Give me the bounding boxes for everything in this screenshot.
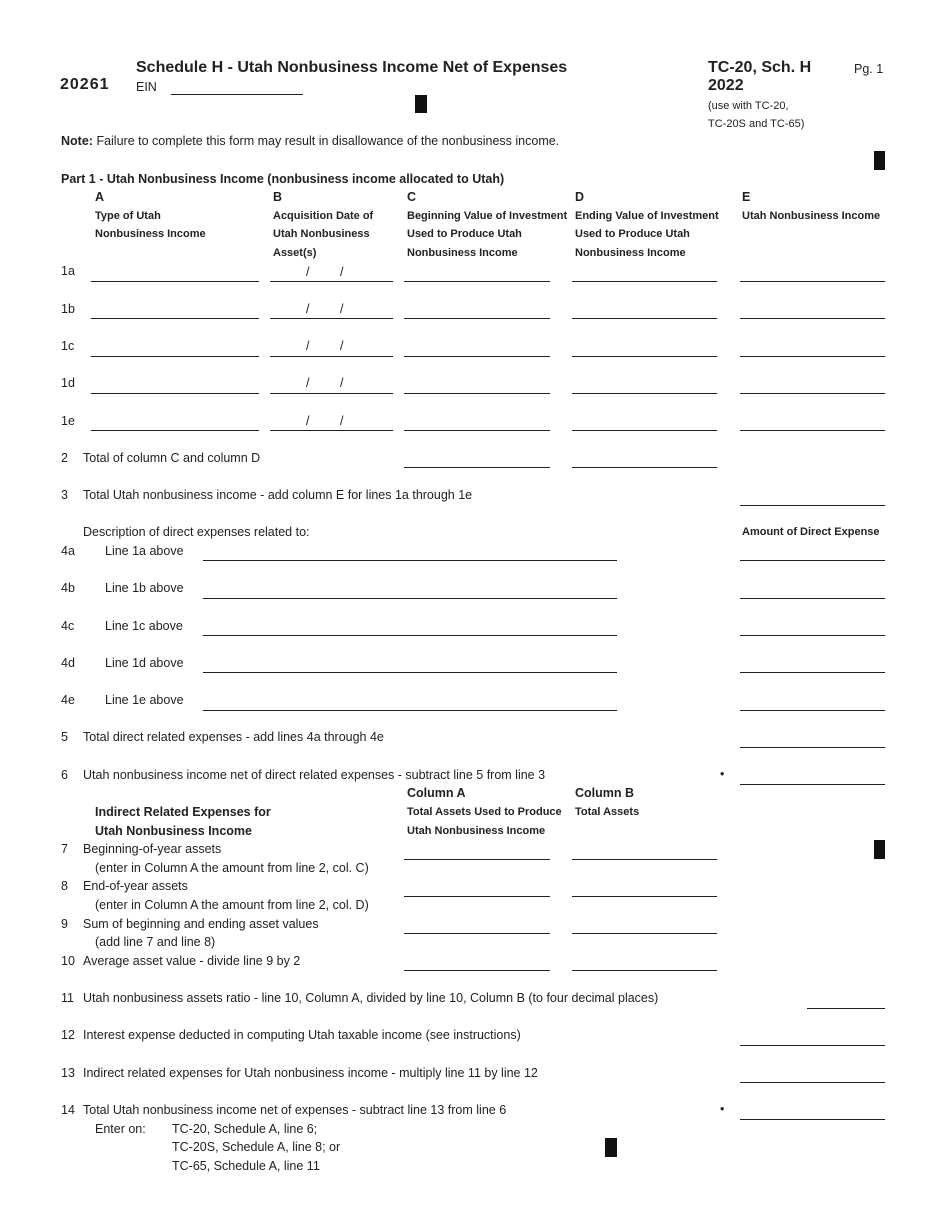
row-label: Line 1e above (105, 693, 184, 707)
registration-mark (874, 151, 885, 170)
line-13-text: Indirect related expenses for Utah nonbusiness income - multiply line 11 by line 12 (83, 1066, 538, 1080)
line-number: 8 (61, 879, 68, 893)
line-9-column-a-field[interactable] (404, 933, 550, 934)
type-of-income-field[interactable] (91, 281, 259, 282)
description-field[interactable] (203, 635, 617, 636)
date-separator: / (340, 339, 344, 353)
line-10-text: Average asset value - divide line 9 by 2 (83, 954, 301, 968)
date-separator: / (306, 265, 310, 279)
row-label: Line 1a above (105, 544, 184, 558)
date-separator: / (340, 265, 344, 279)
amount-field[interactable] (740, 560, 885, 561)
nonbusiness-income-field[interactable] (740, 356, 885, 357)
line-9-column-b-field[interactable] (572, 933, 717, 934)
line-6-field[interactable] (740, 784, 885, 785)
description-field[interactable] (203, 710, 617, 711)
line-2-column-c-field[interactable] (404, 467, 550, 468)
row-label: Line 1d above (105, 656, 184, 670)
column-label: Utah Nonbusiness Income (742, 210, 881, 222)
note-label: Note: (61, 134, 93, 148)
type-of-income-field[interactable] (91, 318, 259, 319)
line-number: 4a (61, 544, 75, 558)
column-label: Beginning Value of Investment (407, 210, 568, 222)
beginning-value-field[interactable] (404, 430, 550, 431)
line-number: 6 (61, 768, 68, 782)
column-label: Utah Nonbusiness (273, 228, 370, 240)
ending-value-field[interactable] (572, 318, 717, 319)
line-number: 4c (61, 619, 75, 633)
indirect-heading: Indirect Related Expenses for (95, 805, 271, 819)
ending-value-field[interactable] (572, 356, 717, 357)
bullet-icon: • (720, 767, 725, 781)
column-label: Asset(s) (273, 247, 317, 259)
use-with-line2: TC-20S and TC-65) (708, 118, 805, 130)
column-letter: B (273, 190, 283, 204)
line-number: 4b (61, 581, 75, 595)
line-3-text: Total Utah nonbusiness income - add column E for lines 1a through 1e (83, 488, 473, 502)
line-9-text: Sum of beginning and ending asset values (83, 917, 319, 931)
acquisition-date-field[interactable] (270, 356, 393, 357)
column-label: Used to Produce Utah (575, 228, 690, 240)
line-10-column-b-field[interactable] (572, 970, 717, 971)
nonbusiness-income-field[interactable] (740, 393, 885, 394)
line-number: 1c (61, 339, 75, 353)
acquisition-date-field[interactable] (270, 281, 393, 282)
line-5-field[interactable] (740, 747, 885, 748)
column-a-label: Utah Nonbusiness Income (407, 825, 546, 837)
line-8-column-a-field[interactable] (404, 896, 550, 897)
line-number: 1e (61, 414, 75, 428)
enter-on-item: TC-20S, Schedule A, line 8; or (172, 1140, 341, 1154)
line-8-column-b-field[interactable] (572, 896, 717, 897)
amount-field[interactable] (740, 598, 885, 599)
line-number: 4e (61, 693, 75, 707)
column-label: Ending Value of Investment (575, 210, 719, 222)
amount-field[interactable] (740, 672, 885, 673)
column-letter: C (407, 190, 417, 204)
type-of-income-field[interactable] (91, 393, 259, 394)
page-number: Pg. 1 (854, 62, 884, 76)
line-13-field[interactable] (740, 1082, 885, 1083)
line-11-text: Utah nonbusiness assets ratio - line 10, Column A, divided by line 10, Column B (to four decimal places) (83, 991, 659, 1005)
column-label: Nonbusiness Income (95, 228, 206, 240)
line-5-text: Total direct related expenses - add lines 4a through 4e (83, 730, 384, 744)
line-number: 13 (61, 1066, 75, 1080)
column-letter: D (575, 190, 585, 204)
form-code: 20261 (60, 76, 110, 93)
enter-on-item: TC-20, Schedule A, line 6; (172, 1122, 318, 1136)
line-number: 1d (61, 376, 75, 390)
note (61, 134, 559, 148)
date-separator: / (306, 302, 310, 316)
type-of-income-field[interactable] (91, 430, 259, 431)
amount-heading: Amount of Direct Expense (742, 526, 880, 538)
line-number: 14 (61, 1103, 75, 1117)
nonbusiness-income-field[interactable] (740, 281, 885, 282)
beginning-value-field[interactable] (404, 318, 550, 319)
column-a-label: Total Assets Used to Produce (407, 806, 562, 818)
date-separator: / (340, 302, 344, 316)
line-12-text: Interest expense deducted in computing Utah taxable income (see instructions) (83, 1028, 521, 1042)
amount-field[interactable] (740, 635, 885, 636)
line-7-column-b-field[interactable] (572, 859, 717, 860)
line-number: 5 (61, 730, 68, 744)
description-field[interactable] (203, 598, 617, 599)
acquisition-date-field[interactable] (270, 393, 393, 394)
beginning-value-field[interactable] (404, 356, 550, 357)
line-number: 3 (61, 488, 68, 502)
column-label: Type of Utah (95, 210, 161, 222)
row-label: Line 1c above (105, 619, 183, 633)
row-label: Line 1b above (105, 581, 184, 595)
registration-mark (605, 1138, 617, 1157)
date-separator: / (306, 339, 310, 353)
enter-on-item: TC-65, Schedule A, line 11 (172, 1159, 320, 1173)
line-12-field[interactable] (740, 1045, 885, 1046)
column-a-title: Column A (407, 786, 466, 800)
amount-field[interactable] (740, 710, 885, 711)
column-label: Nonbusiness Income (407, 247, 518, 259)
line-10-column-a-field[interactable] (404, 970, 550, 971)
column-label: Used to Produce Utah (407, 228, 522, 240)
line-number: 1b (61, 302, 75, 316)
column-label: Acquisition Date of (273, 210, 374, 222)
line-number: 1a (61, 264, 75, 278)
ein-label: EIN (136, 80, 157, 94)
registration-mark (874, 840, 885, 859)
line-number: 7 (61, 842, 68, 856)
ending-value-field[interactable] (572, 393, 717, 394)
line-number: 10 (61, 954, 75, 968)
line-8-subtext: (enter in Column A the amount from line 2, col. D) (95, 898, 369, 912)
form-id: TC-20, Sch. H (708, 59, 812, 76)
line-number: 9 (61, 917, 68, 931)
line-number: 12 (61, 1028, 75, 1042)
date-separator: / (306, 376, 310, 390)
line-7-subtext: (enter in Column A the amount from line 2, col. C) (95, 861, 369, 875)
line-14-field[interactable] (740, 1119, 885, 1120)
line-11-field[interactable] (807, 1008, 885, 1009)
line-7-column-a-field[interactable] (404, 859, 550, 860)
line-number: 11 (61, 991, 74, 1005)
date-separator: / (306, 414, 310, 428)
line-number: 2 (61, 451, 68, 465)
direct-expenses-heading: Description of direct expenses related to: (83, 525, 310, 539)
description-field[interactable] (203, 560, 617, 561)
beginning-value-field[interactable] (404, 393, 550, 394)
ending-value-field[interactable] (572, 430, 717, 431)
column-letter: A (95, 190, 105, 204)
line-number: 4d (61, 656, 75, 670)
type-of-income-field[interactable] (91, 356, 259, 357)
date-separator: / (340, 376, 344, 390)
use-with-line1: (use with TC-20, (708, 100, 789, 112)
form-title: Schedule H - Utah Nonbusiness Income Net of Expenses (136, 59, 568, 76)
ending-value-field[interactable] (572, 281, 717, 282)
nonbusiness-income-field[interactable] (740, 318, 885, 319)
line-14-text: Total Utah nonbusiness income net of expenses - subtract line 13 from line 6 (83, 1103, 507, 1117)
date-separator: / (340, 414, 344, 428)
column-label: Nonbusiness Income (575, 247, 686, 259)
line-3-field[interactable] (740, 505, 885, 506)
line-6-text: Utah nonbusiness income net of direct related expenses - subtract line 5 from line 3 (83, 768, 546, 782)
description-field[interactable] (203, 672, 617, 673)
beginning-value-field[interactable] (404, 281, 550, 282)
indirect-heading: Utah Nonbusiness Income (95, 824, 252, 838)
note-text: Failure to complete this form may result in disallowance of the nonbusiness income. (96, 134, 560, 148)
nonbusiness-income-field[interactable] (740, 430, 885, 431)
column-b-title: Column B (575, 786, 635, 800)
bullet-icon: • (720, 1102, 725, 1116)
column-letter: E (742, 190, 751, 204)
part1-title: Part 1 - Utah Nonbusiness Income (nonbusiness income allocated to Utah) (61, 172, 505, 186)
column-b-label: Total Assets (575, 806, 640, 818)
line-9-subtext: (add line 7 and line 8) (95, 935, 216, 949)
enter-on-label: Enter on: (95, 1122, 146, 1136)
line-2-column-d-field[interactable] (572, 467, 717, 468)
acquisition-date-field[interactable] (270, 430, 393, 431)
line-7-text: Beginning-of-year assets (83, 842, 222, 856)
form-year: 2022 (708, 77, 744, 94)
ein-field[interactable] (171, 94, 303, 95)
acquisition-date-field[interactable] (270, 318, 393, 319)
line-2-text: Total of column C and column D (83, 451, 261, 465)
registration-mark (415, 95, 427, 113)
line-8-text: End-of-year assets (83, 879, 188, 893)
